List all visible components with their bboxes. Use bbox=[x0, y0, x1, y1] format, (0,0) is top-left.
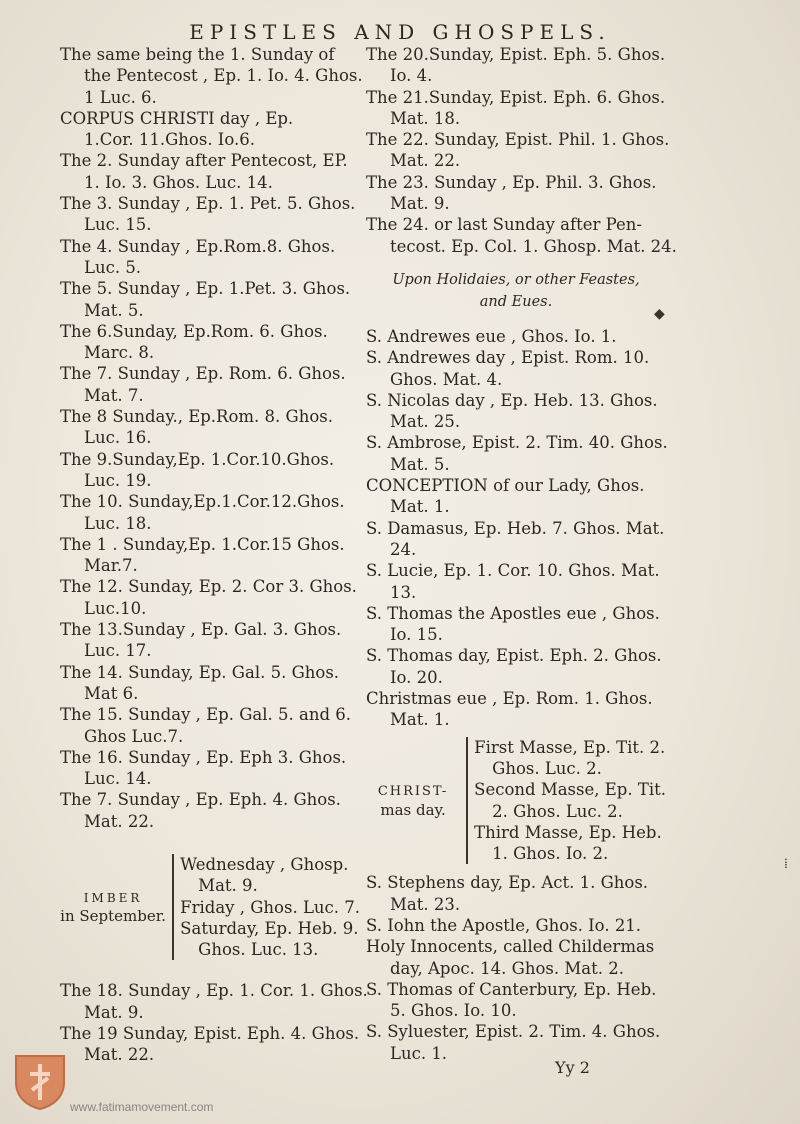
feast-entry bbox=[366, 645, 666, 688]
entry-continuation: Luc. 16. bbox=[84, 428, 152, 448]
entry-continuation: Mat. 18. bbox=[390, 108, 461, 128]
entry-continuation: day, Apoc. 14. Ghos. Mat. 2. bbox=[390, 958, 624, 978]
left-entry-list bbox=[60, 44, 363, 832]
lection-entry bbox=[60, 491, 360, 534]
lection-entry bbox=[60, 278, 360, 321]
feast-entry bbox=[366, 518, 666, 561]
entry-line: The 19 Sunday, Epist. Eph. 4. Ghos. bbox=[60, 1024, 360, 1044]
group-entry-line: Friday , Ghos. Luc. 7. bbox=[180, 897, 360, 917]
entry-line: The 24. or last Sunday after Pen- bbox=[366, 215, 642, 235]
entry-continuation: Luc. 18. bbox=[84, 513, 152, 533]
entry-continuation: Mat 6. bbox=[84, 683, 139, 703]
group-entry-line: Mat. 9. bbox=[198, 876, 258, 896]
entry-continuation: tecost. Ep. Col. 1. Ghosp. Mat. 24. bbox=[390, 236, 677, 256]
lection-entry bbox=[366, 87, 666, 130]
right-entry-list bbox=[366, 44, 677, 257]
entry-line: CONCEPTION of our Lady, Ghos. bbox=[366, 476, 645, 496]
ornament-bullet-icon: ◆ bbox=[654, 306, 665, 322]
feast-entry bbox=[366, 475, 666, 518]
entry-line: S. Iohn the Apostle, Ghos. Io. 21. bbox=[366, 915, 642, 935]
entry-line: The 4. Sunday , Ep.Rom.8. Ghos. bbox=[60, 236, 336, 256]
group-entry bbox=[180, 854, 360, 897]
entry-line: The 2. Sunday after Pentecost, EP. bbox=[60, 151, 348, 171]
lection-entry bbox=[366, 172, 666, 215]
feast-entry bbox=[366, 1021, 666, 1064]
entry-continuation: 1.Cor. 11.Ghos. Io.6. bbox=[84, 130, 255, 150]
entry-continuation: Ghos. Mat. 4. bbox=[390, 369, 503, 389]
entry-continuation: Mat. 5. bbox=[84, 300, 144, 320]
group-entry bbox=[180, 897, 360, 918]
feast-entry bbox=[366, 603, 666, 646]
subhead-line1: Upon Holidaies, or other Feastes, bbox=[392, 271, 640, 288]
feast-entry-list bbox=[366, 326, 666, 731]
left-column bbox=[60, 44, 368, 1066]
entry-line: S. Stephens day, Ep. Act. 1. Ghos. bbox=[366, 873, 649, 893]
christmas-brace bbox=[466, 737, 468, 865]
lection-entry bbox=[60, 193, 360, 236]
lection-entry bbox=[60, 449, 360, 492]
christmas-items bbox=[474, 737, 666, 865]
entry-continuation: Io. 20. bbox=[390, 667, 443, 687]
entry-line: The 10. Sunday,Ep.1.Cor.12.Ghos. bbox=[60, 492, 345, 512]
entry-continuation: Luc. 19. bbox=[84, 470, 152, 490]
entry-line: The 20.Sunday, Epist. Eph. 5. Ghos. bbox=[366, 45, 666, 64]
lection-entry bbox=[366, 214, 677, 257]
lection-entry bbox=[60, 44, 363, 108]
entry-continuation: Luc. 14. bbox=[84, 769, 152, 789]
entry-line: The same being the 1. Sunday of bbox=[60, 45, 335, 64]
lection-entry bbox=[366, 129, 670, 172]
feast-entry bbox=[366, 326, 666, 347]
entry-continuation: Ghos Luc.7. bbox=[84, 726, 184, 746]
entry-line: S. Thomas day, Epist. Eph. 2. Ghos. bbox=[366, 646, 662, 666]
feast-entry bbox=[366, 432, 666, 475]
entry-continuation: 1 Luc. 6. bbox=[84, 87, 157, 107]
entry-line: The 1 . Sunday,Ep. 1.Cor.15 Ghos. bbox=[60, 534, 345, 554]
entry-continuation: Luc. 15. bbox=[84, 215, 152, 235]
entry-line: S. Thomas of Canterbury, Ep. Heb. bbox=[366, 979, 657, 999]
group-entry-line: Ghos. Luc. 13. bbox=[198, 940, 319, 960]
group-entry-line: Third Masse, Ep. Heb. bbox=[474, 822, 662, 842]
margin-mark-icon: ⁞ bbox=[784, 856, 788, 872]
entry-line: S. Damasus, Ep. Heb. 7. Ghos. Mat. bbox=[366, 518, 665, 538]
entry-continuation: the Pentecost , Ep. 1. Io. 4. Ghos. bbox=[84, 66, 363, 86]
entry-line: S. Syluester, Epist. 2. Tim. 4. Ghos. bbox=[366, 1022, 661, 1042]
lection-entry bbox=[60, 236, 360, 279]
group-entry-line: Second Masse, Ep. Tit. bbox=[474, 780, 666, 800]
lection-entry bbox=[60, 534, 360, 577]
right-column bbox=[366, 44, 677, 1064]
feast-entry bbox=[366, 872, 666, 915]
entry-line: The 16. Sunday , Ep. Eph 3. Ghos. bbox=[60, 747, 347, 767]
lection-entry bbox=[60, 662, 360, 705]
entry-line: The 22. Sunday, Epist. Phil. 1. Ghos. bbox=[366, 130, 670, 150]
entry-line: S. Lucie, Ep. 1. Cor. 10. Ghos. Mat. bbox=[366, 561, 660, 581]
entry-line: Christmas eue , Ep. Rom. 1. Ghos. bbox=[366, 689, 653, 709]
entry-continuation: Mat. 7. bbox=[84, 385, 144, 405]
christmas-label bbox=[366, 783, 460, 819]
entry-line: The 6.Sunday, Ep.Rom. 6. Ghos. bbox=[60, 321, 328, 341]
ember-label-line2: in September. bbox=[60, 907, 167, 926]
ember-days-group bbox=[60, 854, 360, 960]
lection-entry bbox=[60, 704, 360, 747]
subhead-line2: and Eues. bbox=[479, 293, 553, 310]
feast-entry bbox=[366, 936, 666, 979]
entry-line: The 23. Sunday , Ep. Phil. 3. Ghos. bbox=[366, 172, 657, 192]
entry-line: S. Andrewes day , Epist. Rom. 10. bbox=[366, 348, 650, 368]
entry-line: The 12. Sunday, Ep. 2. Cor 3. Ghos. bbox=[60, 577, 357, 597]
christmas-label-line2: mas day. bbox=[380, 800, 446, 819]
feast-entry bbox=[366, 915, 666, 936]
entry-continuation: Marc. 8. bbox=[84, 343, 155, 363]
entry-continuation: 5. Ghos. Io. 10. bbox=[390, 1001, 517, 1021]
group-entry bbox=[474, 737, 666, 780]
group-entry-line: Saturday, Ep. Heb. 9. bbox=[180, 918, 359, 938]
lection-entry bbox=[60, 789, 360, 832]
entry-line: The 18. Sunday , Ep. 1. Cor. 1. Ghos. bbox=[60, 981, 368, 1001]
entry-line: The 3. Sunday , Ep. 1. Pet. 5. Ghos. bbox=[60, 194, 356, 214]
entry-continuation: Luc. 1. bbox=[390, 1043, 448, 1063]
lection-entry bbox=[60, 576, 360, 619]
catchword: Yy 2 bbox=[555, 1058, 590, 1077]
group-entry bbox=[474, 822, 666, 865]
entry-continuation: Mat. 23. bbox=[390, 894, 461, 914]
entry-continuation: Mat. 5. bbox=[390, 454, 450, 474]
entry-line: CORPUS CHRISTI day , Ep. bbox=[60, 108, 294, 128]
entry-continuation: 13. bbox=[390, 582, 417, 602]
feast-entry bbox=[366, 688, 666, 731]
entry-line: The 5. Sunday , Ep. 1.Pet. 3. Ghos. bbox=[60, 279, 351, 299]
feast-entry bbox=[366, 347, 666, 390]
ember-days-items bbox=[180, 854, 360, 960]
lection-entry bbox=[60, 619, 360, 662]
lection-entry bbox=[60, 406, 360, 449]
ember-brace bbox=[172, 854, 174, 960]
entry-continuation: Mat. 22. bbox=[390, 151, 461, 171]
group-entry bbox=[180, 918, 360, 961]
entry-continuation: Io. 4. bbox=[390, 66, 433, 86]
entry-line: The 9.Sunday,Ep. 1.Cor.10.Ghos. bbox=[60, 449, 335, 469]
lection-entry bbox=[60, 747, 360, 790]
feast-entry bbox=[366, 979, 666, 1022]
entry-continuation: 24. bbox=[390, 539, 417, 559]
entry-continuation: 1. Io. 3. Ghos. Luc. 14. bbox=[84, 172, 273, 192]
entry-continuation: Luc. 5. bbox=[84, 257, 142, 277]
shield-logo-icon bbox=[12, 1052, 68, 1110]
entry-line: The 7. Sunday , Ep. Eph. 4. Ghos. bbox=[60, 790, 341, 810]
entry-continuation: Mar.7. bbox=[84, 556, 138, 576]
left-tail-list bbox=[60, 980, 368, 1065]
entry-continuation: Mat. 1. bbox=[390, 497, 450, 517]
lection-entry bbox=[60, 980, 368, 1023]
feasts-subheading bbox=[366, 269, 666, 313]
watermark: www.fatimamovement.com bbox=[70, 1100, 214, 1114]
lection-entry bbox=[60, 108, 360, 151]
right-tail-list bbox=[366, 872, 666, 1064]
entry-line: The 8 Sunday., Ep.Rom. 8. Ghos. bbox=[60, 407, 333, 427]
entry-line: S. Thomas the Apostles eue , Ghos. bbox=[366, 603, 660, 623]
entry-line: The 15. Sunday , Ep. Gal. 5. and 6. bbox=[60, 705, 352, 725]
lection-entry bbox=[60, 321, 360, 364]
group-entry-line: Wednesday , Ghosp. bbox=[180, 854, 349, 874]
entry-line: Holy Innocents, called Childermas bbox=[366, 937, 655, 957]
running-head: EPISTLES AND GHOSPELS. bbox=[189, 20, 611, 44]
christmas-label-line1: CHRIST- bbox=[377, 783, 449, 799]
feast-entry bbox=[366, 560, 666, 603]
entry-line: S. Andrewes eue , Ghos. Io. 1. bbox=[366, 326, 617, 346]
christmas-group bbox=[366, 737, 666, 865]
entry-continuation: Mat. 22. bbox=[84, 1045, 155, 1065]
entry-line: The 7. Sunday , Ep. Rom. 6. Ghos. bbox=[60, 364, 346, 384]
entry-line: The 21.Sunday, Epist. Eph. 6. Ghos. bbox=[366, 87, 666, 107]
group-entry-line: Ghos. Luc. 2. bbox=[492, 758, 602, 778]
entry-continuation: Io. 15. bbox=[390, 625, 443, 645]
entry-line: The 14. Sunday, Ep. Gal. 5. Ghos. bbox=[60, 662, 340, 682]
feast-entry bbox=[366, 390, 666, 433]
lection-entry bbox=[60, 150, 360, 193]
lection-entry bbox=[366, 44, 666, 87]
entry-continuation: Mat. 9. bbox=[390, 194, 450, 214]
entry-continuation: Luc.10. bbox=[84, 598, 147, 618]
lection-entry bbox=[60, 363, 360, 406]
entry-line: S. Ambrose, Epist. 2. Tim. 40. Ghos. bbox=[366, 433, 668, 453]
entry-continuation: Mat. 9. bbox=[84, 1002, 144, 1022]
group-entry-line: 2. Ghos. Luc. 2. bbox=[492, 801, 623, 821]
entry-continuation: Mat. 25. bbox=[390, 412, 461, 432]
entry-continuation: Mat. 1. bbox=[390, 710, 450, 730]
lection-entry bbox=[60, 1023, 360, 1066]
ember-label-line1: IMBER bbox=[83, 891, 143, 906]
group-entry-line: 1. Ghos. Io. 2. bbox=[492, 844, 609, 864]
entry-continuation: Luc. 17. bbox=[84, 641, 152, 661]
group-entry-line: First Masse, Ep. Tit. 2. bbox=[474, 737, 666, 757]
entry-line: S. Nicolas day , Ep. Heb. 13. Ghos. bbox=[366, 390, 658, 410]
ember-days-label bbox=[60, 889, 166, 925]
entry-continuation: Mat. 22. bbox=[84, 811, 155, 831]
entry-line: The 13.Sunday , Ep. Gal. 3. Ghos. bbox=[60, 620, 342, 640]
group-entry bbox=[474, 779, 666, 822]
